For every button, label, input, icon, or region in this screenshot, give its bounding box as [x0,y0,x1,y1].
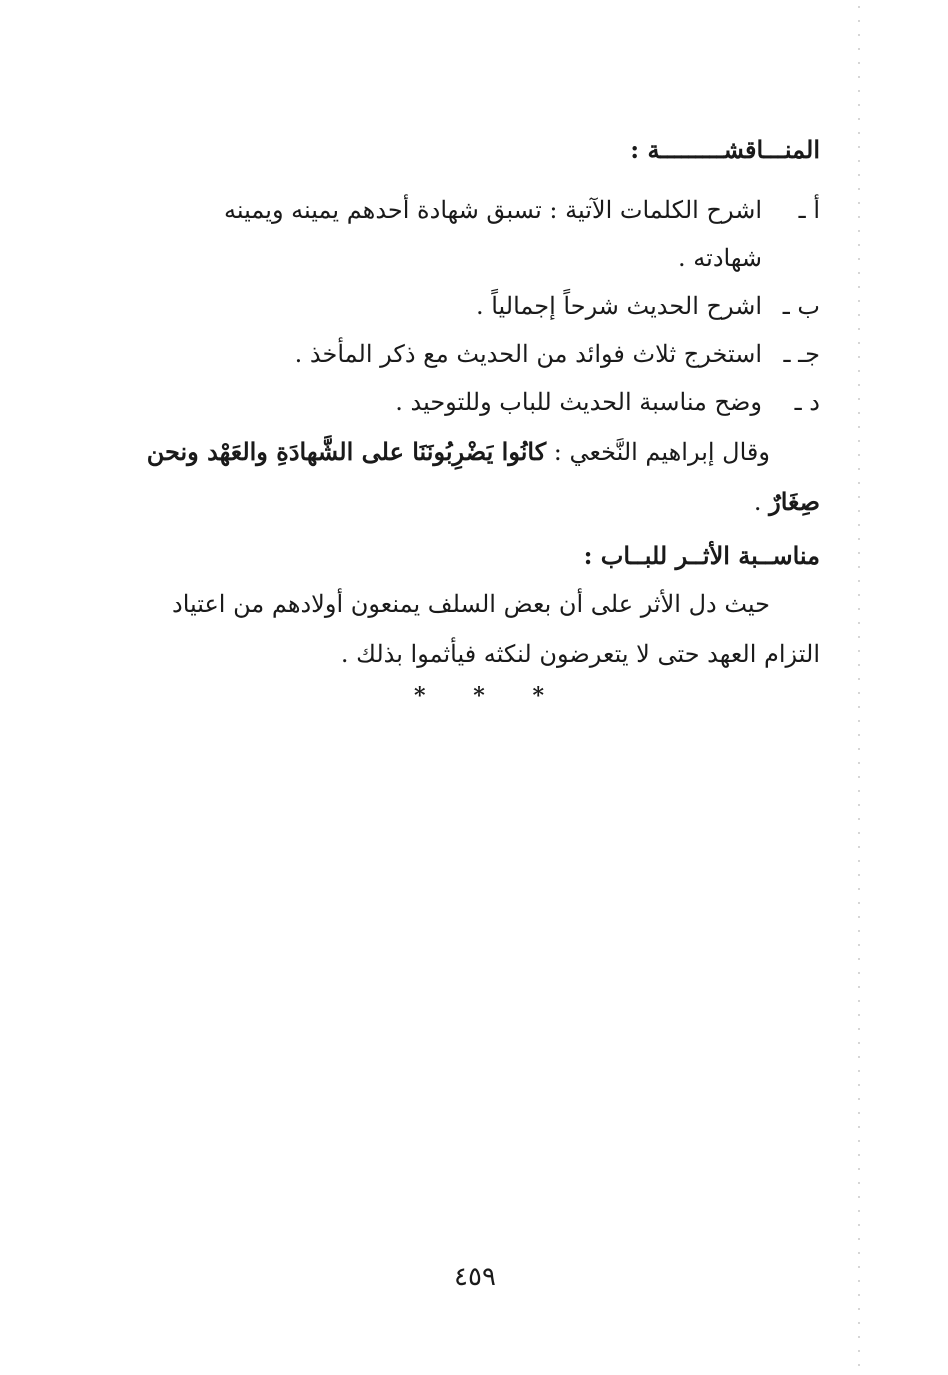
relevance-heading: مناســبة الأثــر للبــاب : [583,541,820,570]
question-item-c [295,334,820,374]
relevance-paragraph-line-1: حيث دل الأثر على أن بعض السلف يمنعون أولادهم من اعتياد [172,590,770,618]
relevance-paragraph-line-2: التزام العهد حتى لا يتعرضون لنكثه فيأثموا بذلك . [340,640,820,668]
athar-end-punct: . [753,488,762,516]
question-item-a-continuation: شهادته . [678,244,762,272]
section-separator [414,683,544,709]
athar-quote-end: صِغَارٌ [769,487,820,516]
question-item-a [224,190,820,230]
athar-line-end [754,482,820,522]
separator-star: * [473,683,485,709]
item-marker: د ـ [794,388,820,416]
item-text: اشرح الحديث شرحاً إجمالياً . [475,292,762,320]
item-marker: ب ـ [782,292,820,320]
item-text: اشرح الكلمات الآتية : تسبق شهادة أحدهم يمينه ويمينه [224,196,762,224]
discussion-heading: المنـــاقشـــــــــة : [630,135,820,164]
separator-star: * [414,683,426,709]
athar-lead: وقال إبراهيم النَّخعي : [553,438,770,466]
margin-dotted-line [858,0,860,1375]
item-marker: جـ ـ [783,340,820,368]
page-number: ٤٥٩ [454,1262,496,1292]
item-text: وضح مناسبة الحديث للباب وللتوحيد . [395,388,762,416]
question-item-d [395,382,820,422]
athar-line [147,432,770,472]
item-marker: أ ـ [798,196,820,224]
item-text: استخرج ثلاث فوائد من الحديث مع ذكر المأخذ . [294,340,762,368]
question-item-b [476,286,820,326]
separator-star: * [532,683,544,709]
athar-quote: كانُوا يَضْرِبُونَنَا على الشَّهادَةِ والعَهْد ونحن [146,437,547,466]
